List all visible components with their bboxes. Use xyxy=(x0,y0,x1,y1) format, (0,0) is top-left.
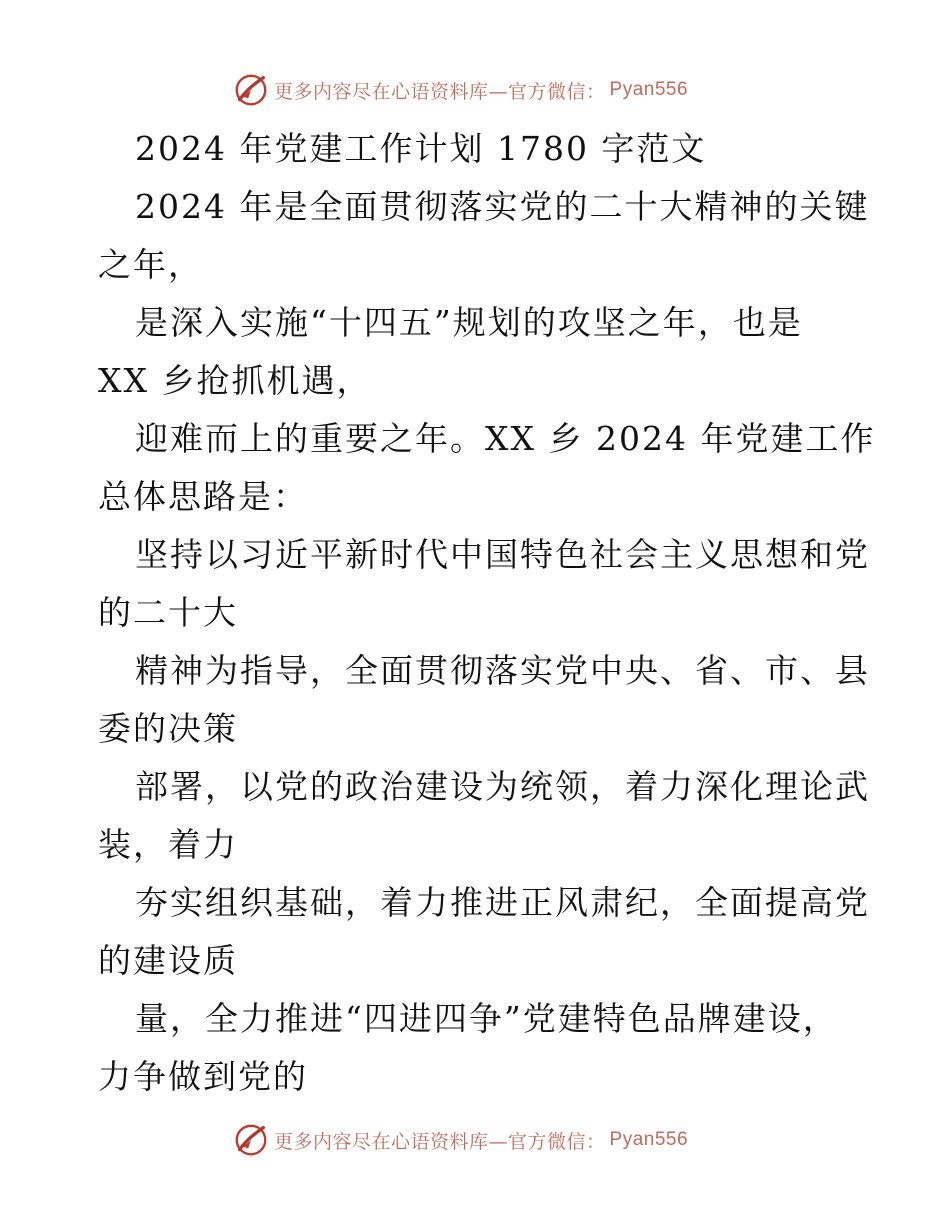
text-line: 夯实组织基础，着力推进正风肃纪，全面提高党 xyxy=(135,883,870,922)
footer-watermark xyxy=(232,1120,712,1160)
text-line: 坚持以习近平新时代中国特色社会主义思想和党 xyxy=(135,535,870,574)
text-line: 委的决策 xyxy=(98,709,238,748)
text-line: 精神为指导，全面贯彻落实党中央、省、市、县 xyxy=(135,651,870,690)
text-line: 总体思路是： xyxy=(98,477,308,516)
header-watermark xyxy=(232,70,712,110)
text-line: 是深入实施“十四五”规划的攻坚之年，也是 xyxy=(135,303,803,342)
text-line: 2024 年党建工作计划 1780 字范文 xyxy=(135,129,707,168)
text-line: 之年， xyxy=(98,245,203,284)
text-line: XX 乡抢抓机遇， xyxy=(98,361,372,400)
pen-logo-icon xyxy=(232,71,270,109)
watermark-text: 更多内容尽在心语资料库—官方微信： xyxy=(274,80,606,103)
text-line: 迎难而上的重要之年。XX 乡 2024 年党建工作 xyxy=(135,419,876,458)
text-line: 2024 年是全面贯彻落实党的二十大精神的关键 xyxy=(135,187,870,226)
document-body xyxy=(98,120,876,1106)
text-line: 力争做到党的 xyxy=(98,1057,308,1096)
text-line: 的建设质 xyxy=(98,941,238,980)
watermark-wechat-id: Pyan556 xyxy=(609,79,689,100)
text-line: 量，全力推进“四进四争”党建特色品牌建设， xyxy=(135,999,838,1038)
pen-logo-icon xyxy=(232,1121,270,1159)
text-line: 装，着力 xyxy=(98,825,238,864)
watermark-wechat-id: Pyan556 xyxy=(609,1129,689,1150)
text-line: 部署，以党的政治建设为统领，着力深化理论武 xyxy=(135,767,870,806)
watermark-text: 更多内容尽在心语资料库—官方微信： xyxy=(274,1130,606,1153)
text-line: 的二十大 xyxy=(98,593,238,632)
